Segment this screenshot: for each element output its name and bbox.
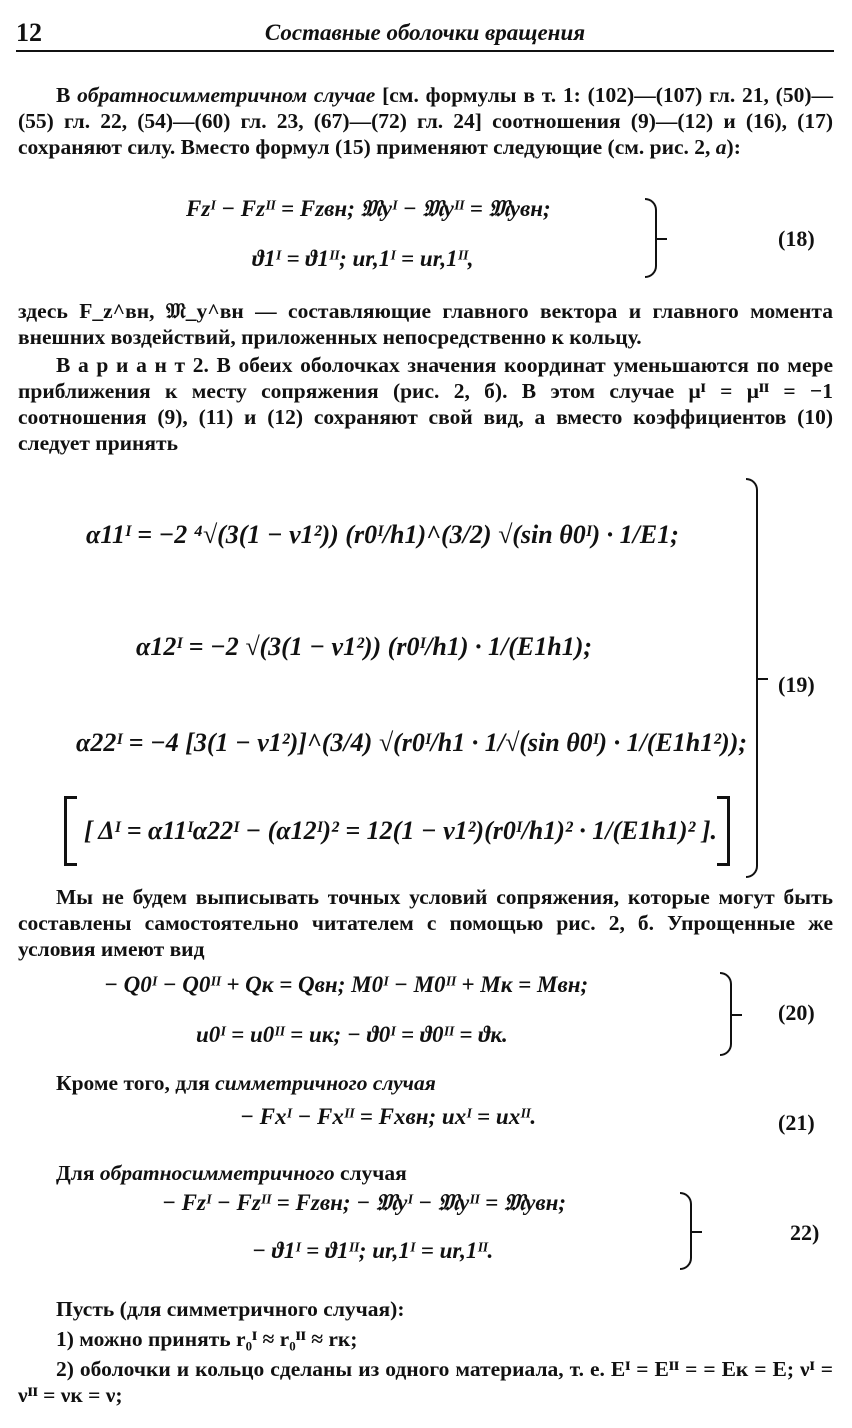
- paragraph-components-note: здесь F_z^вн, 𝔐_y^вн — составляющие главного вектора и главного момента внешних воздействий, приложенных непосредственно к кольцу.: [18, 299, 833, 349]
- paragraph-symmetric-case: [18, 1070, 618, 1096]
- text-run: [см. формулы в т. 1: (102)—(107) гл. 21, (50)—(55) гл. 22, (54)—(60) гл. 23, (67)—(72) гл. 24] соотношения (9)—(12) и (16), (17) сохраняют силу. Вместо формул (15) применяют следующие (см. рис. 2,: [18, 83, 833, 159]
- equation-19-brace: [746, 478, 758, 878]
- equation-22-line-2: − ϑ1ᴵ = ϑ1ᴵᴵ; ur,1ᴵ = ur,1ᴵᴵ.: [252, 1238, 494, 1263]
- paragraph-conjugation-conditions: Мы не будем выписывать точных условий сопряжения, которые могут быть составлены самостоятельно читателем с помощью рис. 2, б. Упрощенные же условия имеют вид: [18, 885, 833, 961]
- equation-21: − Fxᴵ − Fxᴵᴵ = Fxвн; uxᴵ = uxᴵᴵ.: [240, 1104, 537, 1129]
- paragraph-antisymmetric-case: [18, 1160, 618, 1186]
- figure-ref: а: [715, 135, 727, 159]
- equation-20-number: (20): [778, 1000, 815, 1025]
- equation-18-line-2: ϑ1ᴵ = ϑ1ᴵᴵ; ur,1ᴵ = ur,1ᴵᴵ,: [252, 246, 474, 271]
- equation-20-brace: [720, 972, 732, 1056]
- page-header: [16, 14, 834, 52]
- equation-18-number: (18): [778, 226, 815, 251]
- text-run: ):: [726, 135, 741, 159]
- equation-19-alpha22: α22ᴵ = −4 [3(1 − ν1²)]^(3/4) √(r0ᴵ/h1 · 1/√(sin θ0ᴵ) · 1/(E1h1²));: [76, 728, 748, 757]
- assumption-1: 1) можно принять r₀ᴵ ≈ r₀ᴵᴵ ≈ rк;: [56, 1327, 358, 1351]
- equation-19-alpha12: α12ᴵ = −2 √(3(1 − ν1²)) (r0ᴵ/h1) · 1/(E1h1);: [136, 632, 593, 661]
- text-run: случая: [334, 1161, 407, 1185]
- equation-21-number: (21): [778, 1110, 815, 1135]
- equation-22-number: 22): [790, 1220, 820, 1245]
- paragraph-antisymmetric-intro: [18, 82, 833, 160]
- equation-20-line-1: − Q0ᴵ − Q0ᴵᴵ + Qк = Qвн; M0ᴵ − M0ᴵᴵ + Mк = Mвн;: [104, 972, 589, 997]
- equation-18-line-1: Fzᴵ − Fzᴵᴵ = Fzвн; 𝔐yᴵ − 𝔐yᴵᴵ = 𝔐yвн;: [186, 196, 551, 221]
- running-title: Составные оболочки вращения: [264, 20, 586, 45]
- italic-term: обратносимметричного: [99, 1161, 335, 1185]
- text-run: Кроме того, для: [56, 1071, 216, 1095]
- assumption-2: 2) оболочки и кольцо сделаны из одного материала, т. е. Eᴵ = Eᴵᴵ = = Eк = E; νᴵ = νᴵᴵ = νк = ν;: [18, 1357, 833, 1407]
- equation-18-brace: [645, 198, 657, 278]
- equation-19-delta: [ Δᴵ = α11ᴵα22ᴵ − (α12ᴵ)² = 12(1 − ν1²)(r0ᴵ/h1)² · 1/(E1h1)² ].: [84, 816, 718, 845]
- equation-20-line-2: u0ᴵ = u0ᴵᴵ = uк; − ϑ0ᴵ = ϑ0ᴵᴵ = ϑк.: [196, 1022, 508, 1047]
- equation-22-line-1: − Fzᴵ − Fzᴵᴵ = Fzвн; − 𝔐yᴵ − 𝔐yᴵᴵ = 𝔐yвн;: [162, 1190, 567, 1215]
- page-number: 12: [16, 18, 42, 47]
- equation-19-number: (19): [778, 672, 815, 697]
- paragraph-variant-2: В а р и а н т 2. В обеих оболочках значения координат уменьшаются по мере приближения к месту сопряжения (рис. 2, б). В этом случае μᴵ = μᴵᴵ = −1 соотношения (9), (11) и (12) сохраняют свой вид, а вместо коэффициентов (10) следует принять: [18, 353, 833, 455]
- text-run: В: [56, 83, 78, 107]
- equation-19-alpha11: α11ᴵ = −2 ⁴√(3(1 − ν1²)) (r0ᴵ/h1)^(3/2) √(sin θ0ᴵ) · 1/E1;: [86, 520, 679, 549]
- italic-term: обратносимметричном случае: [77, 83, 376, 107]
- text-run: Для: [56, 1161, 100, 1185]
- paragraph-assumptions: Пусть (для симметричного случая):: [56, 1297, 405, 1321]
- equation-22-brace: [680, 1192, 692, 1270]
- italic-term: симметричного случая: [215, 1071, 436, 1095]
